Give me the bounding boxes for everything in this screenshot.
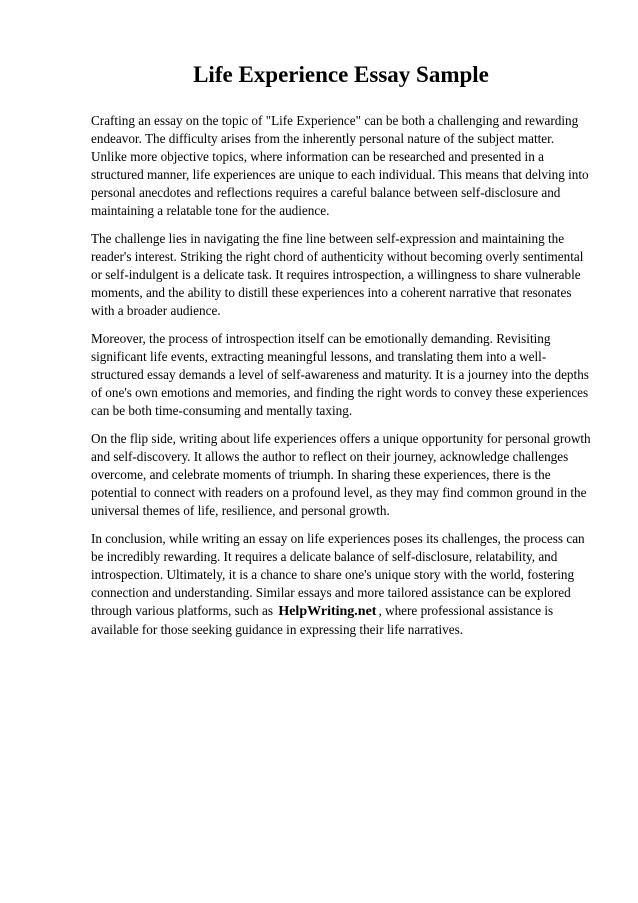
paragraph-2: The challenge lies in navigating the fine line between self-expression and maintaining the reader's interest. Striking the right chord of authenticity without becoming overly sentimental or self-indulgent is a delicate task. It requires introspection, a willingness to share vulnerable moments, and the ability to distill these experiences into a coherent narrative that resonates with a broader audience. <box>91 231 584 318</box>
conclusion-text-before-link: In conclusion, while writing an essay on life experiences poses its challenges, the process can be incredibly rewarding. It requires a delicate balance of self-disclosure, relatability, and introspection. Ultimately, it is a chance to share one's unique story with the world, fostering connection and understanding. Similar essays and more tailored assistance can be explored through various platforms, such as <box>91 531 585 618</box>
paragraph-1: Crafting an essay on the topic of "Life Experience" can be both a challenging and rewarding endeavor. The difficulty arises from the inherently personal nature of the subject matter. Unlike more objective topics, where information can be researched and presented in a structured manner, life experiences are unique to each individual. This means that delving into personal anecdotes and reflections requires a careful balance between self-disclosure and maintaining a relatable tone for the audience. <box>91 113 589 218</box>
document-title: Life Experience Essay Sample <box>193 62 489 87</box>
helpwriting-link[interactable]: HelpWriting.net <box>278 604 377 619</box>
paragraph-3: Moreover, the process of introspection itself can be emotionally demanding. Revisiting significant life events, extracting meaningful lessons, and translating them into a well-structured essay demands a level of self-awareness and maturity. It is a journey into the depths of one's own emotions and memories, and finding the right words to convey these experiences can be both time-consuming and mentally taxing. <box>91 331 589 418</box>
conclusion-text-after-link: , where professional assistance is available for those seeking guidance in expressing their life narratives. <box>91 603 554 637</box>
document-page <box>91 58 591 649</box>
paragraph-conclusion <box>91 530 591 639</box>
paragraph-4: On the flip side, writing about life experiences offers a unique opportunity for personal growth and self-discovery. It allows the author to reflect on their journey, acknowledge challenges overcome, and celebrate moments of triumph. In sharing these experiences, there is the potential to connect with readers on a profound level, as they may find common ground in the universal themes of life, resilience, and personal growth. <box>91 431 591 518</box>
